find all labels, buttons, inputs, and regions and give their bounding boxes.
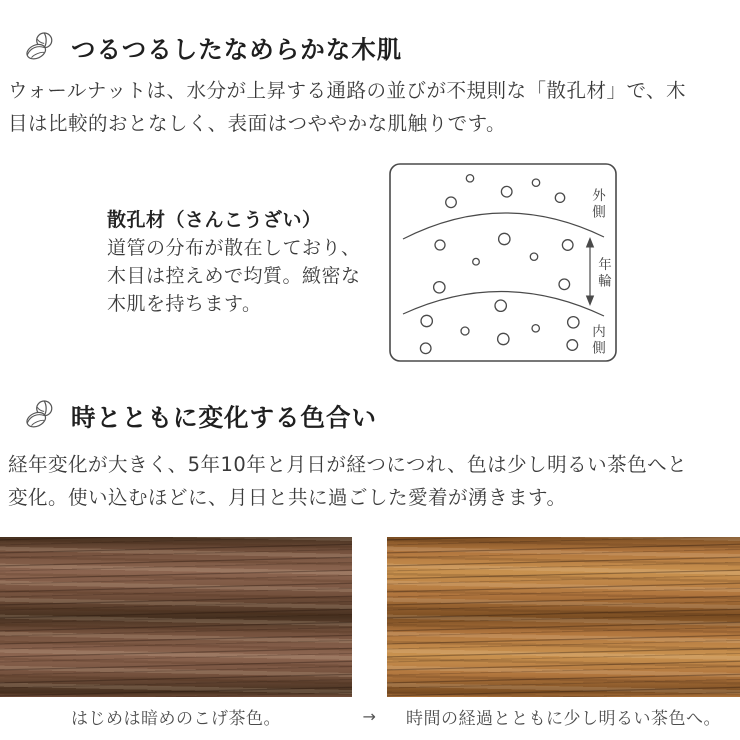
texture-paragraph-line: 目は比較的おとなしく、表面はつややかな肌触りです。 xyxy=(8,112,507,135)
pore-diagram xyxy=(389,163,617,362)
pore-circle xyxy=(567,340,578,351)
pore-circle xyxy=(473,258,480,265)
pore-diagram-svg xyxy=(389,163,617,362)
texture-heading-row xyxy=(24,28,402,68)
label-outer-side: 外側 xyxy=(589,188,605,221)
pore-circle xyxy=(555,193,564,202)
pore-circle xyxy=(559,279,570,290)
annual-ring-arrow-icon xyxy=(586,237,594,306)
pore-circle xyxy=(532,179,539,186)
pore-circle xyxy=(568,317,579,328)
color-heading: 時とともに変化する色合い xyxy=(71,402,377,432)
pore-circle xyxy=(466,175,473,182)
texture-paragraph xyxy=(8,74,686,140)
color-paragraph xyxy=(8,448,687,514)
pores-layer xyxy=(420,175,579,354)
pore-circle xyxy=(501,186,512,197)
wood-captions xyxy=(0,704,740,729)
diffuse-porous-note xyxy=(107,206,361,318)
label-annual-ring: 年輪 xyxy=(595,257,611,290)
wood-after-image xyxy=(387,537,740,697)
color-paragraph-line: 経年変化が大きく、5年10年と月日が経つにつれ、色は少し明るい茶色へと xyxy=(8,453,688,476)
walnut-icon xyxy=(24,396,56,436)
pore-circle xyxy=(420,343,431,354)
pore-circle xyxy=(461,327,469,335)
pore-circle xyxy=(499,233,510,244)
label-inner-side: 内側 xyxy=(589,324,605,357)
pore-circle xyxy=(446,197,457,208)
color-paragraph-line: 変化。使い込むほどに、月日と共に過ごした愛着が湧きます。 xyxy=(8,486,567,509)
texture-paragraph-line: ウォールナットは、水分が上昇する通路の並びが不規則な「散孔材」で、木 xyxy=(8,79,687,102)
pore-circle xyxy=(435,240,445,250)
wood-gap xyxy=(352,537,387,697)
texture-heading: つるつるしたなめらかな木肌 xyxy=(71,34,403,64)
wood-before-image xyxy=(0,537,352,697)
diffuse-porous-line: 道管の分布が散在しており、 xyxy=(107,237,361,259)
pore-circle xyxy=(495,300,506,311)
pore-circle xyxy=(532,325,539,332)
walnut-icon xyxy=(24,28,56,68)
wood-after-caption: 時間の経過とともに少し明るい茶色へ。 xyxy=(406,709,721,729)
arrow-right-icon: → xyxy=(362,707,377,726)
pore-circle xyxy=(421,315,432,326)
color-heading-row xyxy=(24,396,377,436)
diffuse-porous-title: 散孔材（さんこうざい） xyxy=(107,209,322,231)
diffuse-porous-line: 木目は控えめで均質。緻密な xyxy=(107,265,361,287)
pore-circle xyxy=(530,253,537,260)
wood-before-caption: はじめは暗めのこげ茶色。 xyxy=(71,709,281,729)
pore-circle xyxy=(498,333,509,344)
pore-circle xyxy=(434,282,445,293)
pore-circle xyxy=(562,240,573,251)
wood-comparison xyxy=(0,537,740,697)
diffuse-porous-line: 木肌を持ちます。 xyxy=(107,293,262,315)
